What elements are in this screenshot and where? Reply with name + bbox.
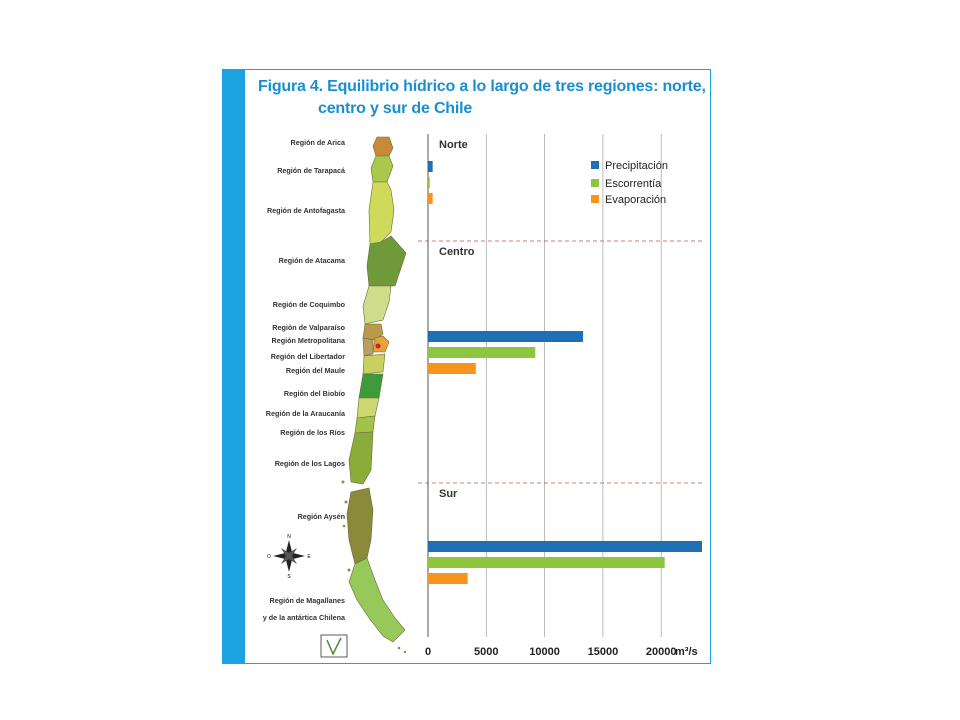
x-axis-unit-label: m³/s xyxy=(675,646,698,658)
map-region-atacama xyxy=(367,236,406,286)
compass-e: E xyxy=(307,554,311,560)
map-region-tarapaca xyxy=(371,156,393,182)
region-label: Región Aysén xyxy=(297,512,345,521)
bar-sur-2 xyxy=(428,573,468,584)
group-label: Centro xyxy=(439,246,475,258)
compass-o: O xyxy=(267,554,271,560)
region-label: Región del Libertador xyxy=(270,352,345,361)
region-label: Región de Antofagasta xyxy=(266,206,345,215)
group-label: Sur xyxy=(439,488,458,500)
region-label: Región de Coquimbo xyxy=(272,300,345,309)
x-tick-label: 15000 xyxy=(587,646,619,658)
region-label: Región de los Lagos xyxy=(274,459,345,468)
bar-norte-0 xyxy=(428,161,433,172)
group-label: Norte xyxy=(439,139,468,151)
bar-sur-1 xyxy=(428,557,665,568)
bar-centro-0 xyxy=(428,331,583,342)
map-region-antofagasta xyxy=(369,182,394,244)
map-region-coquimbo xyxy=(363,286,391,324)
figure-panel xyxy=(222,69,711,664)
map-region-magallanes xyxy=(349,558,405,642)
map-region-maule xyxy=(363,354,385,374)
map-region-los-lagos xyxy=(349,432,373,484)
compass-n: N xyxy=(287,534,291,540)
x-tick-label: 5000 xyxy=(474,646,499,658)
legend-label: Escorrentía xyxy=(605,178,662,190)
legend-swatch xyxy=(591,179,599,187)
legend-swatch xyxy=(591,161,599,169)
region-label: y de la antártica Chilena xyxy=(262,613,345,622)
map-region-metropolitana xyxy=(373,336,389,352)
map-region-araucania xyxy=(357,398,379,418)
map-region-arica xyxy=(373,137,393,156)
map-region-los-rios xyxy=(355,416,375,433)
region-label: Región de la Araucanía xyxy=(265,409,345,418)
figure-canvas xyxy=(223,70,712,665)
water-balance-chart xyxy=(418,134,703,658)
region-label: Región del Maule xyxy=(285,366,345,375)
legend-swatch xyxy=(591,195,599,203)
bar-centro-1 xyxy=(428,347,535,358)
x-tick-label: 20000 xyxy=(645,646,677,658)
x-tick-label: 10000 xyxy=(529,646,560,658)
title-line-2: centro y sur de Chile xyxy=(318,100,473,117)
title-line-1: Figura 4. Equilibrio hídrico a lo largo de tres regiones: norte, xyxy=(258,78,706,95)
bar-norte-1 xyxy=(428,177,430,188)
bar-sur-0 xyxy=(428,541,702,552)
bar-centro-2 xyxy=(428,363,476,374)
region-label: Región de los Ríos xyxy=(280,428,345,437)
compass-s: S xyxy=(287,574,291,580)
region-label: Región de Atacama xyxy=(278,256,345,265)
x-tick-label: 0 xyxy=(424,646,432,658)
region-label: Región de Arica xyxy=(290,138,345,147)
region-label: Región de Tarapacá xyxy=(277,166,345,175)
legend-label: Precipitación xyxy=(605,160,668,172)
legend-label: Evaporación xyxy=(605,194,667,206)
chile-map xyxy=(347,137,406,642)
map-region-biobio xyxy=(359,374,383,398)
map-region-libertador xyxy=(363,338,373,356)
region-label: Región del Biobío xyxy=(283,389,345,398)
bar-norte-2 xyxy=(428,193,433,204)
region-label: Región de Magallanes xyxy=(269,596,345,605)
region-label: Región Metropolitana xyxy=(271,336,345,345)
santiago-marker xyxy=(376,344,381,349)
map-region-aysen xyxy=(347,488,373,564)
logo-icon xyxy=(321,635,347,657)
region-labels xyxy=(263,138,346,622)
region-label: Región de Valparaíso xyxy=(272,323,345,332)
compass-rose-icon xyxy=(267,534,311,580)
